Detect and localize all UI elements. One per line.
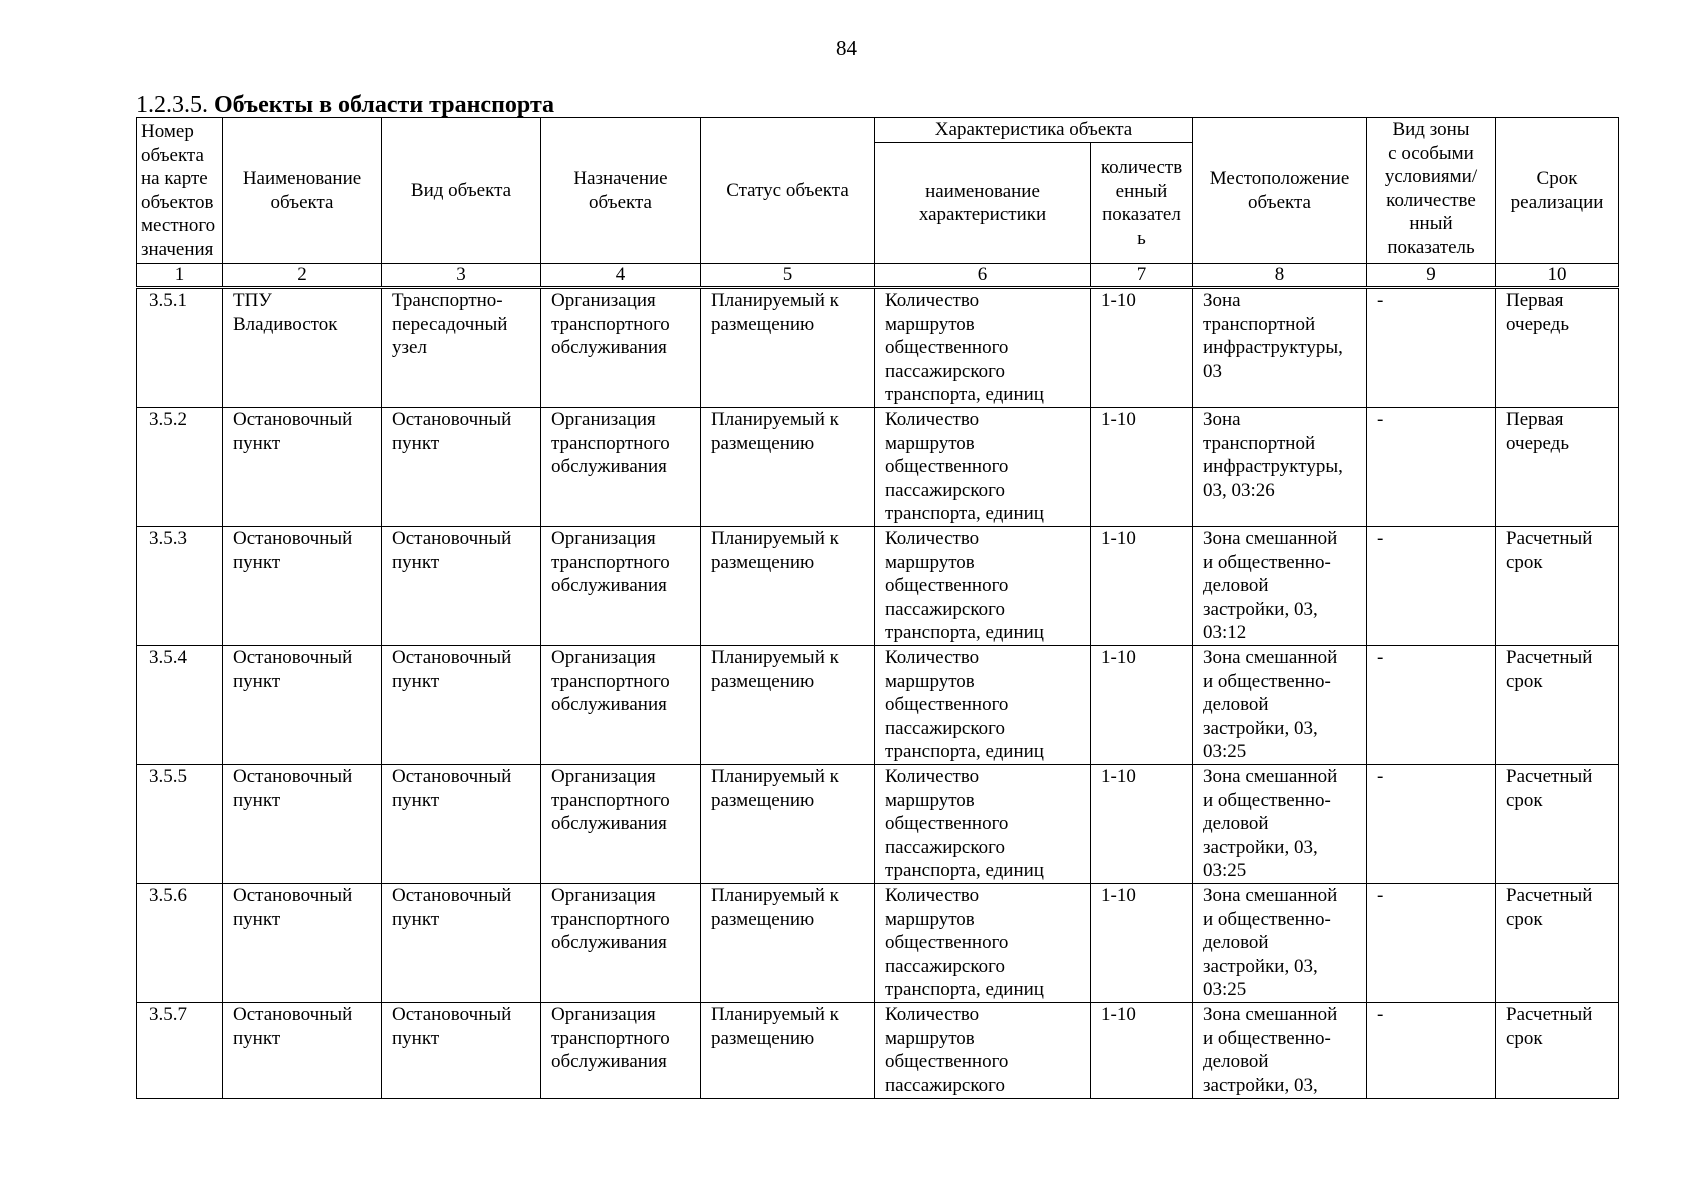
cell-object-status: Планируемый к размещению — [701, 408, 875, 527]
table-row — [137, 527, 1619, 646]
header-object-number: Номер объекта на карте объектов местного значения — [137, 118, 223, 264]
table-row — [137, 884, 1619, 1003]
cell-object-purpose: Организация транспортного обслуживания — [541, 765, 701, 884]
column-number: 3 — [382, 264, 541, 288]
cell-characteristic-value: 1-10 — [1091, 408, 1193, 527]
cell-term: Расчетный срок — [1496, 765, 1619, 884]
section-title: Объекты в области транспорта — [214, 92, 555, 118]
cell-location: Зона смешанной и общественно- деловой застройки, 03, — [1193, 1003, 1367, 1099]
cell-characteristic-name: Количество маршрутов общественного пассажирского транспорта, единиц — [875, 646, 1091, 765]
cell-zone: - — [1367, 288, 1496, 408]
cell-zone: - — [1367, 1003, 1496, 1099]
cell-object-name: Остановочный пункт — [223, 765, 382, 884]
cell-location: Зона смешанной и общественно- деловой застройки, 03, 03:25 — [1193, 646, 1367, 765]
header-zone: Вид зоны с особыми условиями/ количестве нный показатель — [1367, 118, 1496, 264]
cell-object-type: Остановочный пункт — [382, 765, 541, 884]
cell-location: Зона транспортной инфраструктуры, 03, 03:26 — [1193, 408, 1367, 527]
cell-characteristic-value: 1-10 — [1091, 646, 1193, 765]
cell-zone: - — [1367, 884, 1496, 1003]
header-characteristics-group: Характеристика объекта — [875, 118, 1193, 143]
cell-object-number: 3.5.3 — [137, 527, 223, 646]
column-number: 4 — [541, 264, 701, 288]
cell-object-name: Остановочный пункт — [223, 1003, 382, 1099]
cell-object-number: 3.5.1 — [137, 288, 223, 408]
cell-object-type: Остановочный пункт — [382, 884, 541, 1003]
table-row — [137, 408, 1619, 527]
cell-object-purpose: Организация транспортного обслуживания — [541, 646, 701, 765]
cell-object-status: Планируемый к размещению — [701, 646, 875, 765]
cell-object-purpose: Организация транспортного обслуживания — [541, 884, 701, 1003]
cell-characteristic-name: Количество маршрутов общественного пассажирского транспорта, единиц — [875, 765, 1091, 884]
cell-object-number: 3.5.5 — [137, 765, 223, 884]
column-number-row — [137, 264, 1619, 288]
transport-objects-table — [136, 117, 1619, 1099]
cell-object-number: 3.5.6 — [137, 884, 223, 1003]
cell-object-status: Планируемый к размещению — [701, 288, 875, 408]
table-body — [137, 288, 1619, 1099]
cell-term: Расчетный срок — [1496, 884, 1619, 1003]
cell-characteristic-value: 1-10 — [1091, 884, 1193, 1003]
cell-term: Расчетный срок — [1496, 527, 1619, 646]
cell-object-type: Остановочный пункт — [382, 527, 541, 646]
cell-object-name: ТПУ Владивосток — [223, 288, 382, 408]
cell-object-number: 3.5.7 — [137, 1003, 223, 1099]
cell-object-type: Транспортно- пересадочный узел — [382, 288, 541, 408]
column-number: 8 — [1193, 264, 1367, 288]
cell-zone: - — [1367, 527, 1496, 646]
cell-characteristic-name: Количество маршрутов общественного пассажирского — [875, 1003, 1091, 1099]
header-object-status: Статус объекта — [701, 118, 875, 264]
page-number: 84 — [836, 36, 857, 60]
cell-location: Зона транспортной инфраструктуры, 03 — [1193, 288, 1367, 408]
header-characteristic-name: наименование характеристики — [875, 143, 1091, 264]
cell-object-purpose: Организация транспортного обслуживания — [541, 288, 701, 408]
table-row — [137, 765, 1619, 884]
cell-object-name: Остановочный пункт — [223, 527, 382, 646]
header-term: Срок реализации — [1496, 118, 1619, 264]
cell-object-type: Остановочный пункт — [382, 1003, 541, 1099]
cell-object-status: Планируемый к размещению — [701, 527, 875, 646]
cell-characteristic-name: Количество маршрутов общественного пассажирского транспорта, единиц — [875, 884, 1091, 1003]
header-object-name: Наименование объекта — [223, 118, 382, 264]
section-heading — [136, 92, 554, 118]
cell-object-name: Остановочный пункт — [223, 646, 382, 765]
cell-object-status: Планируемый к размещению — [701, 765, 875, 884]
cell-characteristic-value: 1-10 — [1091, 527, 1193, 646]
cell-characteristic-name: Количество маршрутов общественного пассажирского транспорта, единиц — [875, 288, 1091, 408]
header-object-type: Вид объекта — [382, 118, 541, 264]
cell-object-number: 3.5.4 — [137, 646, 223, 765]
table-row — [137, 1003, 1619, 1099]
cell-term: Расчетный срок — [1496, 1003, 1619, 1099]
cell-zone: - — [1367, 646, 1496, 765]
column-number: 6 — [875, 264, 1091, 288]
cell-object-status: Планируемый к размещению — [701, 1003, 875, 1099]
cell-term: Первая очередь — [1496, 288, 1619, 408]
column-number: 2 — [223, 264, 382, 288]
cell-location: Зона смешанной и общественно- деловой застройки, 03, 03:25 — [1193, 884, 1367, 1003]
cell-zone: - — [1367, 408, 1496, 527]
section-number: 1.2.3.5. — [136, 92, 208, 118]
cell-zone: - — [1367, 765, 1496, 884]
cell-object-purpose: Организация транспортного обслуживания — [541, 527, 701, 646]
cell-object-purpose: Организация транспортного обслуживания — [541, 1003, 701, 1099]
cell-object-name: Остановочный пункт — [223, 884, 382, 1003]
cell-object-type: Остановочный пункт — [382, 646, 541, 765]
header-object-purpose: Назначение объекта — [541, 118, 701, 264]
table-row — [137, 288, 1619, 408]
header-location: Местоположение объекта — [1193, 118, 1367, 264]
cell-characteristic-value: 1-10 — [1091, 765, 1193, 884]
cell-characteristic-name: Количество маршрутов общественного пассажирского транспорта, единиц — [875, 408, 1091, 527]
cell-characteristic-value: 1-10 — [1091, 288, 1193, 408]
cell-characteristic-name: Количество маршрутов общественного пассажирского транспорта, единиц — [875, 527, 1091, 646]
table-row — [137, 646, 1619, 765]
column-number: 1 — [137, 264, 223, 288]
cell-location: Зона смешанной и общественно- деловой застройки, 03, 03:12 — [1193, 527, 1367, 646]
column-number: 7 — [1091, 264, 1193, 288]
column-number: 10 — [1496, 264, 1619, 288]
cell-term: Расчетный срок — [1496, 646, 1619, 765]
cell-term: Первая очередь — [1496, 408, 1619, 527]
cell-object-name: Остановочный пункт — [223, 408, 382, 527]
cell-object-purpose: Организация транспортного обслуживания — [541, 408, 701, 527]
cell-location: Зона смешанной и общественно- деловой застройки, 03, 03:25 — [1193, 765, 1367, 884]
column-number: 9 — [1367, 264, 1496, 288]
header-characteristic-value: количеств енный показател ь — [1091, 143, 1193, 264]
cell-characteristic-value: 1-10 — [1091, 1003, 1193, 1099]
cell-object-status: Планируемый к размещению — [701, 884, 875, 1003]
column-number: 5 — [701, 264, 875, 288]
cell-object-type: Остановочный пункт — [382, 408, 541, 527]
table-header — [137, 118, 1619, 288]
cell-object-number: 3.5.2 — [137, 408, 223, 527]
